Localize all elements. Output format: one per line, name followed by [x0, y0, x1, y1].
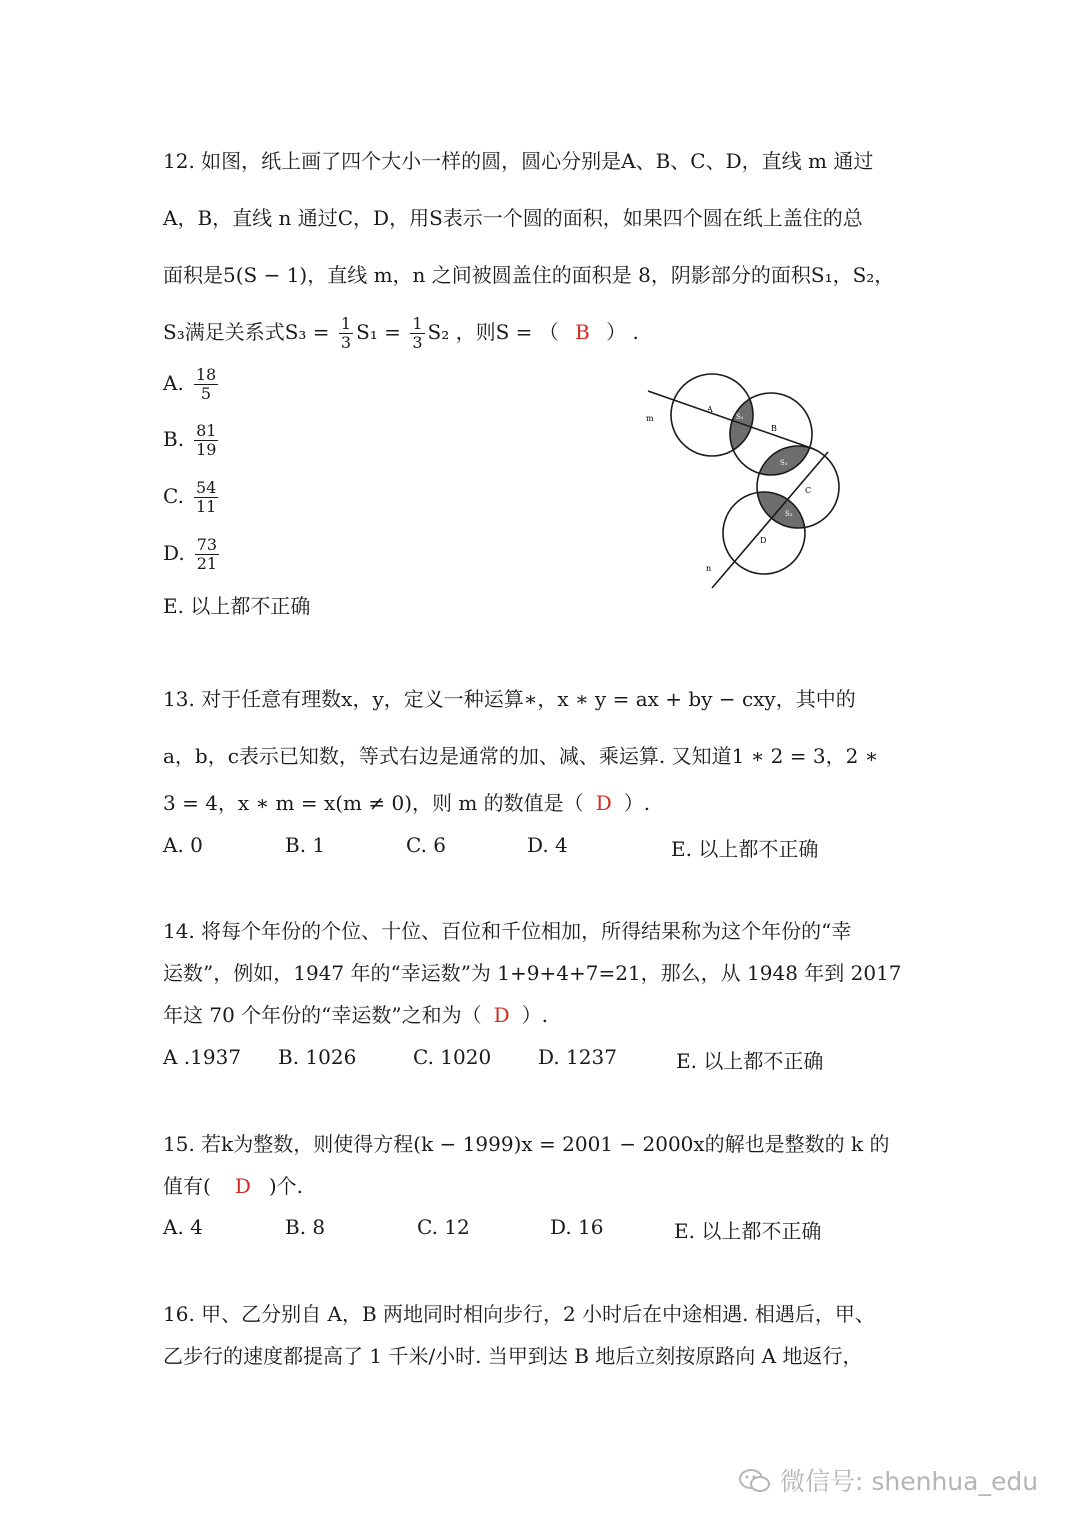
q15-option-d: D. 16	[550, 1215, 604, 1239]
q12-option-a: A. $\frac{18}{5}$	[163, 365, 217, 403]
q12-option-b: B. $\frac{81}{19}$	[163, 421, 217, 459]
q15-option-c: C. 12	[417, 1215, 470, 1239]
label-s3: S₃	[780, 459, 788, 467]
q15-option-e: E. 以上都不正确	[674, 1219, 822, 1243]
q12-line4-post: S₂ ，则S = （	[427, 320, 559, 344]
q14-answer: D	[493, 1003, 510, 1027]
label-s1: S₁	[736, 413, 744, 421]
label-n: n	[706, 564, 712, 573]
q13-option-c: C. 6	[406, 833, 447, 857]
q13-option-d: D. 4	[527, 833, 568, 857]
label-d: D	[760, 536, 767, 545]
q12-line1: 12. 如图，纸上画了四个大小一样的圆，圆心分别是A、B、C、D，直线 m 通过	[163, 149, 874, 173]
q12-line4	[163, 315, 639, 352]
q12-line2: A，B，直线 n 通过C，D，用S表示一个圆的面积，如果四个圆在纸上盖住的总	[163, 206, 863, 230]
q15-line2: 值有( D )个.	[163, 1174, 304, 1198]
q14-option-a: A .1937	[163, 1045, 242, 1069]
four-circles-figure	[640, 368, 850, 593]
label-a: A	[707, 405, 713, 414]
q13-line2: a，b，c表示已知数，等式右边是通常的加、减、乘运算. 又知道1 ∗ 2 = 3，2 ∗	[163, 744, 879, 768]
q16-line2: 乙步行的速度都提高了 1 千米/小时. 当甲到达 B 地后立刻按原路向 A 地返行，	[163, 1344, 863, 1368]
q12-coef-fraction-2: $\frac{1}{3}$	[412, 314, 423, 352]
q14-line2: 运数”，例如，1947 年的“幸运数”为 1+9+4+7=21，那么，从 1948 年到 2017	[163, 961, 902, 985]
label-b: B	[771, 424, 777, 433]
q15-line1: 15. 若k为整数，则使得方程(k − 1999)x = 2001 − 2000x的解也是整数的 k 的	[163, 1132, 890, 1156]
q12-option-c: C. $\frac{54}{11}$	[163, 478, 217, 516]
q12-line4-mid: S₁ =	[356, 320, 408, 344]
q15-option-a: A. 4	[163, 1215, 203, 1239]
q16-line1: 16. 甲、乙分别自 A，B 两地同时相向步行，2 小时后在中途相遇. 相遇后，甲、	[163, 1302, 875, 1326]
wechat-watermark: 微信号: shenhua_edu	[738, 1462, 1038, 1498]
q14-option-e: E. 以上都不正确	[676, 1049, 824, 1073]
q12-line4-pre: S₃满足关系式S₃ =	[163, 320, 336, 344]
q13-option-a: A. 0	[163, 833, 203, 857]
label-c: C	[805, 486, 812, 495]
q14-option-b: B. 1026	[278, 1045, 357, 1069]
q14-option-c: C. 1020	[413, 1045, 492, 1069]
q14-line1: 14. 将每个年份的个位、十位、百位和千位相加，所得结果称为这个年份的“幸	[163, 919, 852, 943]
q14-option-d: D. 1237	[538, 1045, 617, 1069]
q12-option-d: D. $\frac{73}{21}$	[163, 535, 218, 573]
q13-line1: 13. 对于任意有理数x，y，定义一种运算∗，x ∗ y = ax + by − cxy，其中的	[163, 687, 856, 711]
q12-answer: B	[575, 320, 590, 344]
q12-line4-end: ） .	[606, 320, 639, 344]
q15-answer: D	[234, 1174, 251, 1198]
label-m: m	[646, 414, 654, 423]
q12-coef-fraction-1: $\frac{1}{3}$	[340, 314, 352, 352]
q13-line3: 3 = 4，x ∗ m = x(m ≠ 0)，则 m 的数值是（ D ）.	[163, 791, 651, 815]
q12-option-e: E. 以上都不正确	[163, 594, 311, 618]
q12-line3: 面积是5(S − 1)，直线 m，n 之间被圆盖住的面积是 8，阴影部分的面积S₁，S₂，	[163, 263, 895, 287]
q15-option-b: B. 8	[285, 1215, 326, 1239]
q13-answer: D	[595, 791, 612, 815]
wechat-icon	[738, 1468, 772, 1494]
q13-option-b: B. 1	[285, 833, 326, 857]
q13-option-e: E. 以上都不正确	[671, 837, 819, 861]
q14-line3: 年这 70 个年份的“幸运数”之和为（ D ）.	[163, 1003, 549, 1027]
label-s2: S₂	[785, 510, 793, 518]
